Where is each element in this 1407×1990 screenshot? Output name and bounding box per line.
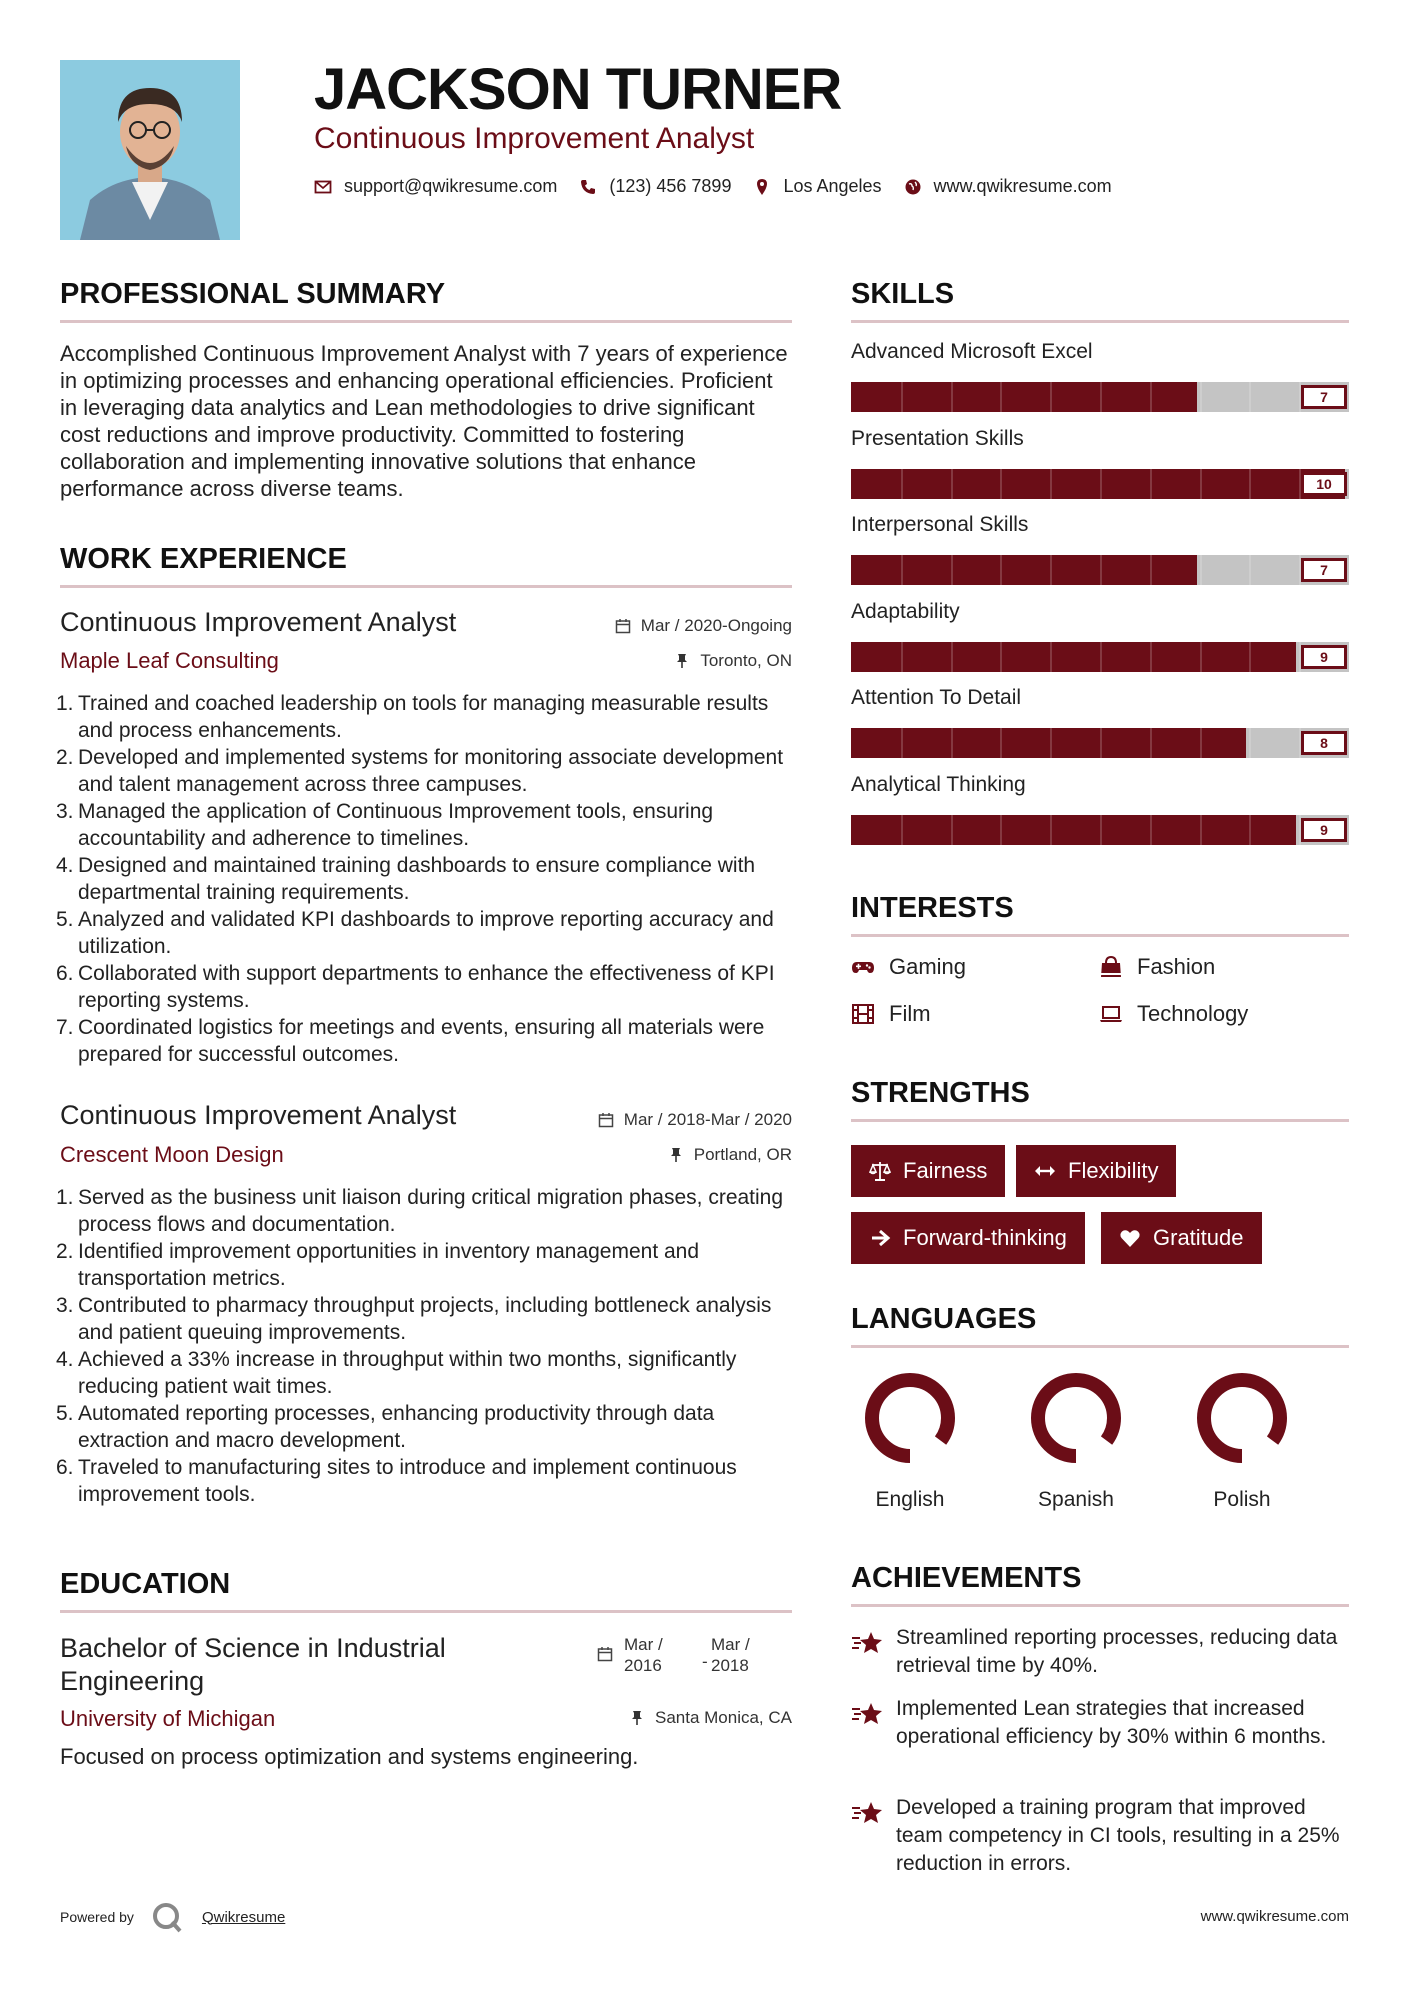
achievements-heading: ACHIEVEMENTS bbox=[851, 1562, 1082, 1594]
education-description: Focused on process optimization and systems engineering. bbox=[60, 1744, 639, 1769]
skill-name: Interpersonal Skills bbox=[851, 513, 1029, 536]
strength-label: Forward-thinking bbox=[903, 1225, 1067, 1250]
skill-bar bbox=[851, 815, 1349, 845]
job-1-location bbox=[674, 651, 792, 671]
job-2-title: Continuous Improvement Analyst bbox=[60, 1100, 457, 1130]
skill-segment-divider bbox=[1050, 382, 1052, 412]
skill-segment-divider bbox=[951, 815, 953, 845]
website-text: www.qwikresume.com bbox=[933, 176, 1112, 196]
education-location-text: Santa Monica, CA bbox=[654, 1708, 792, 1727]
profile-photo bbox=[60, 60, 240, 240]
shooting-star-icon bbox=[851, 1699, 885, 1729]
languages-heading: LANGUAGES bbox=[851, 1303, 1037, 1335]
skill-segment-divider bbox=[1249, 728, 1251, 758]
qwikresume-logo-icon bbox=[150, 1900, 184, 1934]
achievement-item bbox=[851, 1695, 1351, 1751]
list-item: 2. Identified improvement opportunities in inventory management and transportation metrics. bbox=[56, 1240, 700, 1290]
skills-heading: SKILLS bbox=[851, 278, 955, 310]
skill-level-value: 8 bbox=[1301, 731, 1347, 755]
skill-segment-divider bbox=[1150, 555, 1152, 585]
list-item: 1. Served as the business unit liaison during critical migration phases, creating process flows and documentation. bbox=[56, 1186, 784, 1236]
arrow-right-icon bbox=[869, 1227, 891, 1249]
job-1-location-text: Toronto, ON bbox=[700, 651, 792, 670]
skill-name: Analytical Thinking bbox=[851, 773, 1026, 796]
gamepad-icon bbox=[851, 955, 875, 979]
shooting-star-icon bbox=[851, 1798, 885, 1828]
interest-gaming bbox=[851, 954, 966, 980]
job-2-location-text: Portland, OR bbox=[693, 1145, 792, 1164]
skill-fill bbox=[851, 469, 1345, 499]
strength-fairness bbox=[851, 1145, 1005, 1197]
achievement-text: Implemented Lean strategies that increased operational efficiency by 30% within 6 months. bbox=[896, 1697, 1327, 1748]
list-item: 5. Analyzed and validated KPI dashboards to improve reporting accuracy and utilization. bbox=[56, 908, 774, 958]
contact-bar bbox=[314, 176, 1134, 197]
achievement-item bbox=[851, 1624, 1351, 1680]
list-item: 6. Traveled to manufacturing sites to introduce and implement continuous improvement tools. bbox=[56, 1456, 737, 1506]
balance-scale-icon bbox=[869, 1160, 891, 1182]
language-level-ring bbox=[1028, 1370, 1124, 1466]
job-2-location bbox=[668, 1145, 792, 1165]
skill-segment-divider bbox=[1000, 382, 1002, 412]
skill-segment-divider bbox=[1100, 642, 1102, 672]
phone-icon bbox=[579, 178, 597, 196]
skill-segment-divider bbox=[1249, 555, 1251, 585]
interest-label: Fashion bbox=[1137, 954, 1216, 979]
envelope-icon bbox=[314, 178, 332, 196]
skill-segment-divider bbox=[1200, 815, 1202, 845]
candidate-title: Continuous Improvement Analyst bbox=[314, 122, 755, 155]
list-item: 6. Collaborated with support departments to enhance the effectiveness of KPI reporting systems. bbox=[56, 962, 775, 1012]
education-divider bbox=[60, 1610, 792, 1613]
skill-segment-divider bbox=[1150, 382, 1152, 412]
skill-segment-divider bbox=[1000, 728, 1002, 758]
language-name: Spanish bbox=[1038, 1488, 1114, 1511]
education-degree: Bachelor of Science in Industrial Engineering bbox=[60, 1633, 446, 1696]
list-item: 1. Trained and coached leadership on tools for managing measurable results and process enhancements. bbox=[56, 692, 769, 742]
experience-divider bbox=[60, 585, 792, 588]
skill-segment-divider bbox=[1150, 815, 1152, 845]
shopping-bag-icon bbox=[1099, 955, 1123, 979]
skill-fill bbox=[851, 728, 1246, 758]
job-1-title: Continuous Improvement Analyst bbox=[60, 607, 457, 637]
skill-segment-divider bbox=[901, 469, 903, 499]
language-item bbox=[845, 1370, 975, 1512]
experience-heading: WORK EXPERIENCE bbox=[60, 543, 347, 575]
skill-level-value: 9 bbox=[1301, 645, 1347, 669]
footer-website[interactable]: www.qwikresume.com bbox=[1200, 1908, 1349, 1925]
summary-heading: PROFESSIONAL SUMMARY bbox=[60, 278, 446, 310]
skill-segment-divider bbox=[1200, 728, 1202, 758]
strength-forward-thinking bbox=[851, 1212, 1085, 1264]
skill-segment-divider bbox=[1249, 642, 1251, 672]
skill-segment-divider bbox=[1249, 815, 1251, 845]
skill-segment-divider bbox=[901, 815, 903, 845]
skills-divider bbox=[851, 320, 1349, 323]
contact-email[interactable] bbox=[314, 176, 557, 197]
skill-segment-divider bbox=[1050, 728, 1052, 758]
skill-name: Attention To Detail bbox=[851, 686, 1022, 709]
footer-powered-by bbox=[60, 1900, 285, 1934]
education-end-date: Mar / 2018 bbox=[711, 1635, 750, 1675]
arrows-horizontal-icon bbox=[1034, 1160, 1056, 1182]
language-level-arc bbox=[1204, 1380, 1280, 1456]
skill-segment-divider bbox=[1150, 728, 1152, 758]
skill-segment-divider bbox=[1200, 555, 1202, 585]
skill-segment-divider bbox=[1200, 382, 1202, 412]
skill-segment-divider bbox=[951, 469, 953, 499]
list-item: 3. Contributed to pharmacy throughput projects, including bottleneck analysis and patient queuing improvements. bbox=[56, 1294, 772, 1344]
skill-segment-divider bbox=[901, 728, 903, 758]
interest-label: Technology bbox=[1137, 1001, 1249, 1026]
skill-segment-divider bbox=[901, 642, 903, 672]
skill-segment-divider bbox=[1100, 728, 1102, 758]
strength-label: Gratitude bbox=[1153, 1225, 1244, 1250]
skill-segment-divider bbox=[951, 555, 953, 585]
job-2-dates-text: Mar / 2018-Mar / 2020 bbox=[623, 1110, 792, 1129]
candidate-name: JACKSON TURNER bbox=[314, 57, 842, 122]
list-item: 4. Achieved a 33% increase in throughput within two months, significantly reducing patient wait times. bbox=[56, 1348, 737, 1398]
interests-divider bbox=[851, 934, 1349, 937]
education-start-date: Mar / 2016 bbox=[624, 1635, 663, 1675]
contact-phone[interactable] bbox=[579, 176, 731, 197]
location-text: Los Angeles bbox=[783, 176, 882, 196]
skill-segment-divider bbox=[901, 382, 903, 412]
job-2-duties bbox=[56, 1184, 800, 1508]
contact-location bbox=[753, 176, 881, 197]
skill-name: Presentation Skills bbox=[851, 427, 1024, 450]
heart-icon bbox=[1119, 1227, 1141, 1249]
language-level-ring bbox=[862, 1370, 958, 1466]
summary-text: Accomplished Continuous Improvement Analyst with 7 years of experience in optimizing processes and enhancing operational efficiencies. Proficient in leveraging data analytics and Lean methodologies to drive significant cost reductions and improve productivity. Committed to fostering collaboration and implementing innovative solutions that enhance performance across diverse teams. bbox=[60, 341, 788, 501]
qwikresume-link[interactable]: Qwikresume bbox=[201, 1908, 286, 1926]
skill-segment-divider bbox=[951, 642, 953, 672]
skill-segment-divider bbox=[1150, 469, 1152, 499]
interest-fashion bbox=[1099, 954, 1215, 980]
achievement-text: Developed a training program that improved team competency in CI tools, resulting in a 25% reduction in errors. bbox=[896, 1796, 1340, 1875]
skill-level-value: 7 bbox=[1301, 385, 1347, 409]
skill-segment-divider bbox=[1000, 469, 1002, 499]
calendar-icon bbox=[615, 618, 631, 634]
interest-label: Gaming bbox=[889, 954, 967, 979]
skill-segment-divider bbox=[1100, 815, 1102, 845]
skill-bar bbox=[851, 642, 1349, 672]
skill-segment-divider bbox=[1200, 642, 1202, 672]
skill-bar bbox=[851, 469, 1349, 499]
email-text: support@qwikresume.com bbox=[344, 176, 558, 196]
language-name: English bbox=[875, 1488, 945, 1511]
job-2-company: Crescent Moon Design bbox=[60, 1142, 284, 1167]
skill-segment-divider bbox=[1000, 642, 1002, 672]
achievement-text: Streamlined reporting processes, reducing data retrieval time by 40%. bbox=[896, 1626, 1338, 1677]
pushpin-icon bbox=[674, 653, 690, 669]
skill-segment-divider bbox=[1150, 642, 1152, 672]
skill-name: Adaptability bbox=[851, 600, 960, 623]
strength-label: Flexibility bbox=[1068, 1158, 1159, 1183]
list-item: 4. Designed and maintained training dashboards to ensure compliance with departmental training requirements. bbox=[56, 854, 756, 904]
skill-fill bbox=[851, 642, 1296, 672]
film-icon bbox=[851, 1002, 875, 1026]
map-pin-icon bbox=[753, 178, 771, 196]
skill-name: Advanced Microsoft Excel bbox=[851, 340, 1093, 363]
powered-by-text: Powered by bbox=[60, 1909, 134, 1925]
phone-text: (123) 456 7899 bbox=[609, 176, 732, 196]
skill-segment-divider bbox=[1100, 555, 1102, 585]
strength-gratitude bbox=[1101, 1212, 1262, 1264]
skill-segment-divider bbox=[1050, 555, 1052, 585]
language-level-arc bbox=[1038, 1380, 1114, 1456]
contact-website[interactable] bbox=[904, 176, 1112, 197]
skill-bar bbox=[851, 555, 1349, 585]
job-1-duties bbox=[56, 690, 800, 1068]
job-1-dates bbox=[615, 616, 792, 636]
language-level-arc bbox=[872, 1380, 948, 1456]
skill-segment-divider bbox=[1100, 469, 1102, 499]
list-item: 5. Automated reporting processes, enhancing productivity through data extraction and macro development. bbox=[56, 1402, 715, 1452]
skill-segment-divider bbox=[1000, 815, 1002, 845]
achievements-divider bbox=[851, 1604, 1349, 1607]
skill-bar bbox=[851, 382, 1349, 412]
education-location bbox=[629, 1708, 792, 1728]
skill-segment-divider bbox=[1249, 382, 1251, 412]
strength-label: Fairness bbox=[903, 1158, 988, 1183]
interest-film bbox=[851, 1001, 931, 1027]
shooting-star-icon bbox=[851, 1628, 885, 1658]
skill-segment-divider bbox=[1050, 469, 1052, 499]
job-1-company: Maple Leaf Consulting bbox=[60, 648, 279, 673]
globe-icon bbox=[904, 178, 922, 196]
language-item bbox=[1177, 1370, 1307, 1512]
interest-label: Film bbox=[889, 1001, 931, 1026]
education-heading: EDUCATION bbox=[60, 1568, 231, 1600]
job-1-dates-text: Mar / 2020-Ongoing bbox=[640, 616, 792, 635]
interests-heading: INTERESTS bbox=[851, 892, 1014, 924]
skill-segment-divider bbox=[1249, 469, 1251, 499]
calendar-icon bbox=[598, 1112, 614, 1128]
laptop-icon bbox=[1099, 1002, 1123, 1026]
skill-level-value: 7 bbox=[1301, 558, 1347, 582]
language-item bbox=[1011, 1370, 1141, 1512]
strengths-divider bbox=[851, 1119, 1349, 1122]
education-school: University of Michigan bbox=[60, 1706, 276, 1731]
achievement-item bbox=[851, 1794, 1351, 1878]
skill-segment-divider bbox=[951, 382, 953, 412]
list-item: 2. Developed and implemented systems for monitoring associate development and talent management across three campuses. bbox=[56, 746, 784, 796]
calendar-icon bbox=[597, 1646, 613, 1662]
strengths-heading: STRENGTHS bbox=[851, 1077, 1030, 1109]
pushpin-icon bbox=[629, 1710, 645, 1726]
skill-segment-divider bbox=[1050, 815, 1052, 845]
skill-segment-divider bbox=[901, 555, 903, 585]
summary-divider bbox=[60, 320, 792, 323]
skill-segment-divider bbox=[1050, 642, 1052, 672]
list-item: 7. Coordinated logistics for meetings and events, ensuring all materials were prepared for successful outcomes. bbox=[56, 1016, 765, 1066]
pushpin-icon bbox=[668, 1147, 684, 1163]
language-level-ring bbox=[1194, 1370, 1290, 1466]
skill-fill bbox=[851, 815, 1296, 845]
list-item: 3. Managed the application of Continuous Improvement tools, ensuring accountability and adherence to timelines. bbox=[56, 800, 714, 850]
skill-level-value: 9 bbox=[1301, 818, 1347, 842]
skill-bar bbox=[851, 728, 1349, 758]
job-2-dates bbox=[598, 1110, 792, 1130]
skill-level-value: 10 bbox=[1301, 472, 1347, 496]
interest-technology bbox=[1099, 1001, 1248, 1027]
strength-flexibility bbox=[1016, 1145, 1176, 1197]
skill-segment-divider bbox=[1200, 469, 1202, 499]
skill-segment-divider bbox=[951, 728, 953, 758]
language-name: Polish bbox=[1213, 1488, 1271, 1511]
date-separator: - bbox=[702, 1652, 708, 1671]
skill-segment-divider bbox=[1100, 382, 1102, 412]
languages-divider bbox=[851, 1345, 1349, 1348]
skill-segment-divider bbox=[1000, 555, 1002, 585]
